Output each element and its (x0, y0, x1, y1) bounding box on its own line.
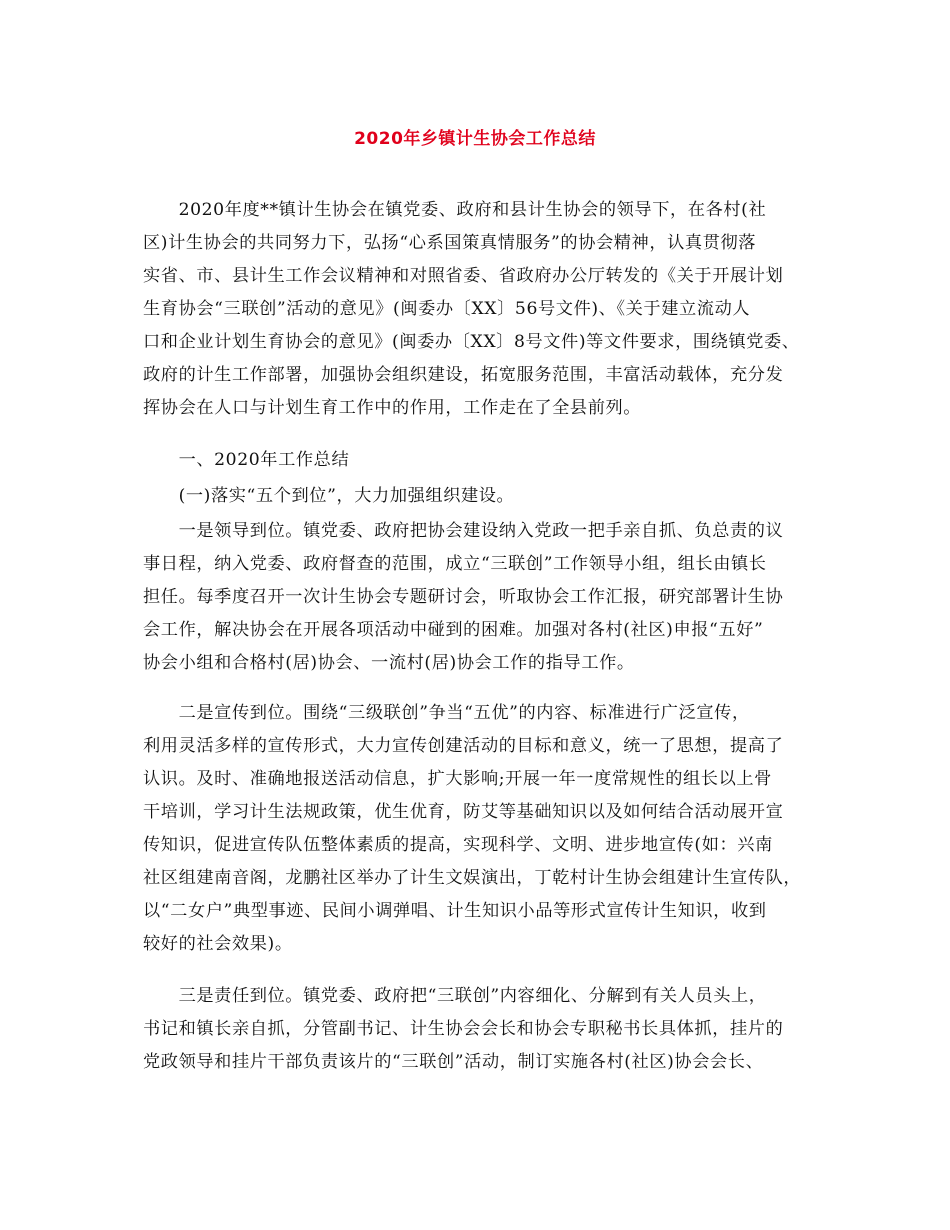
body-line-13: 会工作，解决协会在开展各项活动中碰到的困难。加强对各村(社区)申报“五好” (143, 620, 764, 640)
body-line-11: 事日程，纳入党委、政府督查的范围，成立“三联创”工作领导小组，组长由镇长 (143, 554, 767, 574)
body-line-3: 实省、市、县计生工作会议精神和对照省委、省政府办公厅转发的《关于开展计划 (143, 266, 784, 286)
body-line-25: 党政领导和挂片干部负责该片的“三联创”活动，制订实施各村(社区)协会会长、 (143, 1052, 764, 1072)
body-line-12: 担任。每季度召开一次计生协会专题研讨会，听取协会工作汇报，研究部署计生协 (143, 587, 784, 607)
body-line-17: 认识。及时、准确地报送活动信息，扩大影响;开展一年一度常规性的组长以上骨 (143, 769, 772, 789)
subsection-heading: (一)落实“五个到位”，大力加强组织建设。 (143, 486, 515, 506)
body-line-15: 二是宣传到位。围绕“三级联创”争当“五优”的内容、标准进行广泛宣传， (143, 703, 750, 723)
body-line-7: 挥协会在人口与计划生育工作中的作用，工作走在了全县前列。 (143, 398, 642, 418)
body-line-5: 口和企业计划生育协会的意见》(闽委办〔XX〕8号文件)等文件要求，围绕镇党委、 (143, 332, 800, 352)
document-title: 2020年乡镇计生协会工作总结 (354, 129, 596, 149)
body-line-14: 协会小组和合格村(居)协会、一流村(居)协会工作的指导工作。 (143, 653, 635, 673)
body-line-4: 生育协会“三联创”活动的意见》(闽委办〔XX〕56号文件)、《关于建立流动人 (143, 299, 751, 319)
body-line-24: 书记和镇长亲自抓，分管副书记、计生协会会长和协会专职秘书长具体抓，挂片的 (143, 1019, 784, 1039)
body-line-21: 以“二女户”典型事迹、民间小调弹唱、计生知识小品等形式宣传计生知识，收到 (143, 901, 767, 921)
body-line-10: 一是领导到位。镇党委、政府把协会建设纳入党政一把手亲自抓、负总责的议 (143, 521, 784, 541)
body-line-2: 区)计生协会的共同努力下，弘扬“心系国策真情服务”的协会精神，认真贯彻落 (143, 233, 757, 253)
section-heading: 一、2020年工作总结 (143, 450, 350, 470)
body-line-6: 政府的计生工作部署，加强协会组织建设，拓宽服务范围，丰富活动载体，充分发 (143, 365, 784, 385)
body-line-19: 传知识，促进宣传队伍整体素质的提高，实现科学、文明、进步地宣传(如：兴南 (143, 835, 773, 855)
body-line-16: 利用灵活多样的宣传形式，大力宣传创建活动的目标和意义，统一了思想，提高了 (143, 736, 784, 756)
body-line-23: 三是责任到位。镇党委、政府把“三联创”内容细化、分解到有关人员头上， (143, 986, 767, 1006)
body-line-20: 社区组建南音阁，龙鹏社区举办了计生文娱演出，丁乾村计生协会组建计生宣传队， (143, 868, 802, 888)
body-line-22: 较好的社会效果)。 (143, 934, 293, 954)
body-line-18: 干培训，学习计生法规政策，优生优育，防艾等基础知识以及如何结合活动展开宣 (143, 802, 784, 822)
body-line-1: 2020年度**镇计生协会在镇党委、政府和县计生协会的领导下，在各村(社 (143, 200, 767, 220)
